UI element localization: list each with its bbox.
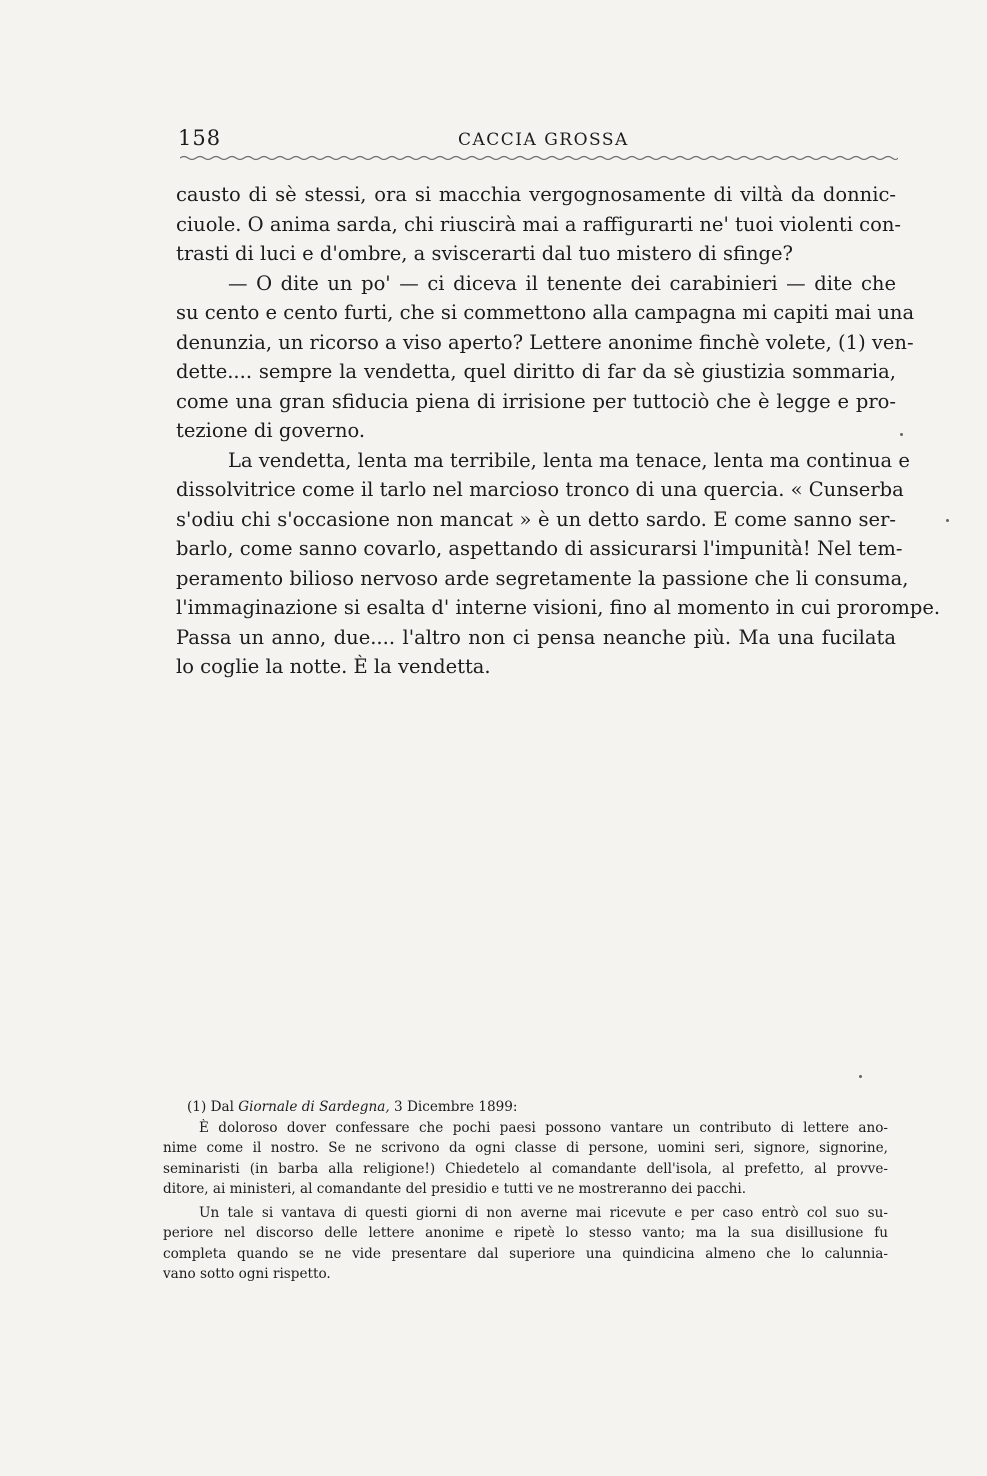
text-line: barlo, come sanno covarlo, aspettando di assicurarsi l'impunità! Nel tem- — [176, 537, 903, 560]
running-title: CACCIA GROSSA — [458, 130, 629, 150]
text-line: denunzia, un ricorso a viso aperto? Lettere anonime finchè volete, (1) ven- — [176, 330, 914, 354]
footnote-line: seminaristi (in barba alla religione!) Chiedetelo al comandante dell'isola, al prefetto, al provve- — [163, 1160, 888, 1177]
text-line: su cento e cento furti, che si commettono alla campagna mi capiti mai una — [176, 301, 915, 324]
footnote-line: ditore, ai ministeri, al comandante del presidio e tutti ve ne mostreranno dei pacchi. — [163, 1181, 747, 1197]
text-line: l'immaginazione si esalta d' interne visioni, fino al momento in cui prorompe. — [176, 596, 941, 619]
footnote-line: periore nel discorso delle lettere anonime e ripetè lo stesso vanto; ma la sua disillusione fu — [163, 1225, 888, 1241]
text-line: La vendetta, lenta ma terribile, lenta ma tenace, lenta ma continua e — [228, 448, 910, 472]
print-speck — [946, 519, 949, 522]
page-number: 158 — [178, 126, 222, 150]
text-line: tezione di governo. — [176, 419, 366, 442]
footnote-line: nime come il nostro. Se ne scrivono da ogni classe di persone, uomini seri, signore, signorine, — [163, 1140, 888, 1156]
print-speck — [900, 433, 903, 436]
text-line: peramento bilioso nervoso arde segretamente la passione che li consuma, — [176, 566, 909, 590]
body-text — [176, 180, 941, 682]
footnote-marker: (1) Dal — [187, 1099, 234, 1115]
header-wavy-rule — [180, 152, 898, 164]
footnote-line: È doloroso dover confessare che pochi paesi possono vantare un contributo di lettere ano- — [199, 1119, 888, 1136]
print-speck — [859, 1075, 862, 1078]
paragraph — [176, 446, 941, 682]
footnote-intro — [163, 1097, 888, 1118]
footnote-date: 3 Dicembre 1899: — [393, 1099, 518, 1115]
text-line: dette.... sempre la vendetta, quel diritto di far da sè giustizia sommaria, — [176, 360, 896, 383]
text-line: lo coglie la notte. È la vendetta. — [176, 655, 491, 678]
text-line: ciuole. O anima sarda, chi riuscirà mai a raffigurarti ne' tuoi violenti con- — [176, 212, 901, 236]
footnote-line: Un tale si vantava di questi giorni di non averne mai ricevute e per caso entrò col suo su- — [199, 1204, 888, 1221]
footnote-line: vano sotto ogni rispetto. — [163, 1266, 331, 1282]
text-line: dissolvitrice come il tarlo nel marcioso tronco di una quercia. « Cunserba — [176, 478, 904, 501]
footnote-line: completa quando se ne vide presentare dal superiore una quindicina almeno che lo calunnia- — [163, 1245, 888, 1262]
footnote-source: Giornale di Sardegna, — [238, 1099, 390, 1115]
text-line: causto di sè stessi, ora si macchia vergognosamente di viltà da donnic- — [176, 183, 896, 206]
text-line: come una gran sfiducia piena di irrisione per tuttociò che è legge e pro- — [176, 389, 896, 413]
text-line: s'odiu chi s'occasione non mancat » è un detto sardo. E come sanno ser- — [176, 507, 896, 531]
text-line: — O dite un po' — ci diceva il tenente dei carabinieri — dite che — [228, 271, 896, 295]
paragraph — [176, 180, 901, 269]
text-line: trasti di luci e d'ombre, a sviscerarti dal tuo mistero di sfinge? — [176, 242, 793, 265]
footnotes — [163, 1097, 888, 1285]
paragraph — [176, 269, 915, 446]
footnote-body — [163, 1118, 888, 1285]
text-line: Passa un anno, due.... l'altro non ci pensa neanche più. Ma una fucilata — [176, 625, 896, 649]
